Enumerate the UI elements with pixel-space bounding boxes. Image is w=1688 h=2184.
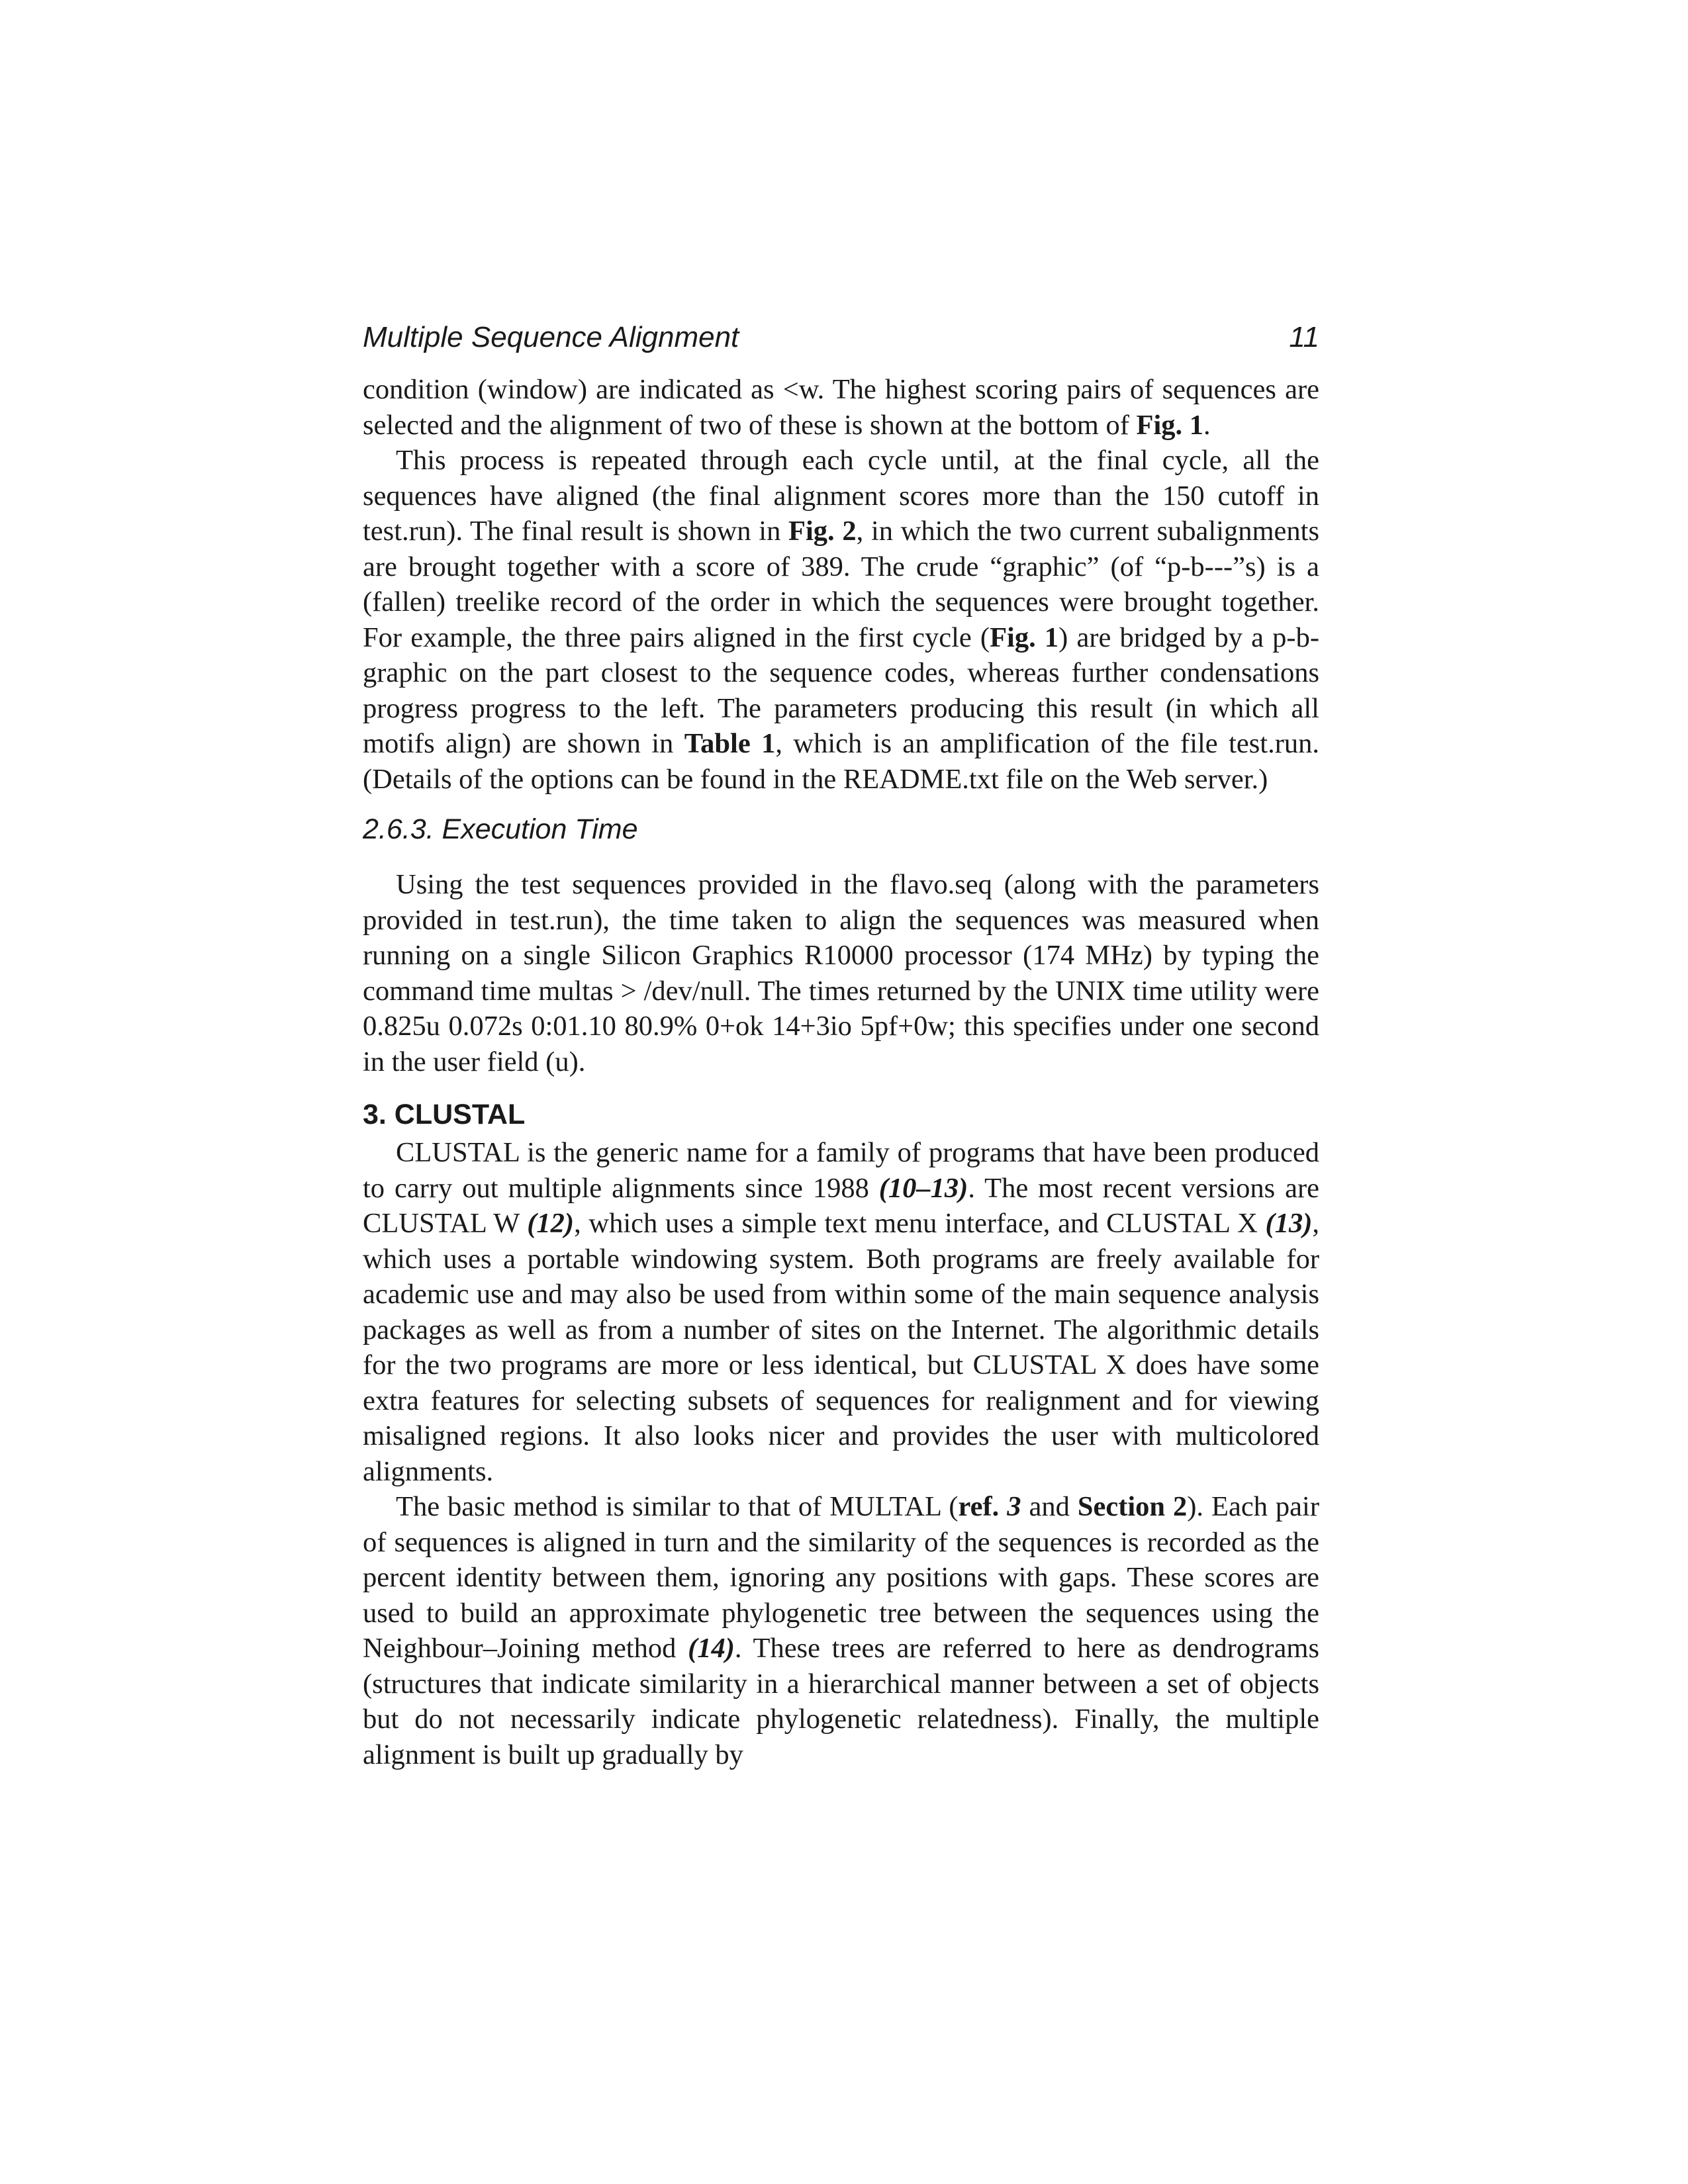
subsection-heading: 2.6.3. Execution Time bbox=[363, 813, 638, 845]
section-reference: Section 2 bbox=[1077, 1491, 1188, 1522]
paragraph-window-condition bbox=[363, 372, 1319, 443]
citation: (14) bbox=[688, 1633, 735, 1664]
text-run: This process is repeated through each cycle until, at the final cycle, all the sequences have aligned (the final alignment scores more than the 150 cutoff in test.run). The final result is shown in bbox=[363, 445, 1319, 547]
figure-reference: Fig. 1 bbox=[1136, 409, 1204, 441]
paragraph-final-result bbox=[363, 443, 1319, 797]
page bbox=[363, 318, 1319, 1772]
text-run: . The most recent versions are CLUSTAL W bbox=[363, 1172, 1320, 1239]
section-heading: 3. CLUSTAL bbox=[363, 1099, 526, 1130]
text-run: CLUSTAL is the generic name for a family of programs that have been produced to carry out multiple alignments since 1988 bbox=[363, 1137, 1319, 1204]
text-run: , which uses a portable windowing system. Both programs are freely available for academic use and may also be used from within some of the main sequence analysis packages as well as from a number of sites on the Internet. The algorithmic details for the two programs are more or less identical, but CLUSTAL X does have some extra features for selecting subsets of sequences for realignment and for viewing misaligned regions. It also looks nicer and provides the user with multicolored alignments. bbox=[363, 1208, 1319, 1487]
text-run: , in which the two current subalignments are brought together with a score of 389. The crude “graphic” (of “p-b---”s) is a (fallen) treelike record of the order in which the sequences were brought together. For example, the three pairs aligned in the first cycle ( bbox=[363, 516, 1319, 653]
text-run: The basic method is similar to that of MULTAL ( bbox=[396, 1491, 959, 1522]
table-reference: Table 1 bbox=[684, 728, 776, 759]
citation: 3 bbox=[1007, 1491, 1021, 1522]
text-run: . These trees are referred to here as dendrograms (structures that indicate similarity in a hierarchical manner between a set of objects but do not necessarily indicate phylogenetic relatedness). Finally, the multiple alignment is built up gradually by bbox=[363, 1633, 1319, 1770]
running-head-title: Multiple Sequence Alignment bbox=[363, 321, 739, 353]
citation: (13) bbox=[1265, 1208, 1313, 1239]
text-run: condition (window) are indicated as <w. The highest scoring pairs of sequences are selected and the alignment of two of these is shown at the bottom of bbox=[363, 374, 1319, 441]
text-run: and bbox=[1021, 1491, 1078, 1522]
text-run: , which uses a simple text menu interface, and CLUSTAL X bbox=[574, 1208, 1266, 1239]
figure-reference: Fig. 1 bbox=[990, 621, 1059, 653]
text-run: ). Each pair of sequences is aligned in turn and the similarity of the sequences is recorded as the percent identity between them, ignoring any positions with gaps. These scores are used to build an approximate phylogenetic tree between the sequences using the Neighbour–Joining method bbox=[363, 1491, 1319, 1664]
running-head bbox=[363, 318, 1319, 357]
figure-reference: Fig. 2 bbox=[788, 516, 857, 547]
paragraph-execution-time: Using the test sequences provided in the flavo.seq (along with the parameters provided in test.run), the time taken to align the sequences was measured when running on a single Silicon Graphics R10000 processor (174 MHz) by typing the command time multas > /dev/null. The times returned by the UNIX time utility were 0.825u 0.072s 0:01.10 80.9% 0+ok 14+3io 5pf+0w; this specifies under one second in the user field (u). bbox=[363, 869, 1319, 1077]
citation: (10–13) bbox=[878, 1172, 968, 1204]
citation: (12) bbox=[527, 1208, 575, 1239]
citation-label: ref. bbox=[958, 1491, 1000, 1522]
text-run: , which is an amplification of the file test.run. (Details of the options can be found in the README.txt file on the Web server.) bbox=[363, 728, 1320, 795]
text-run: . bbox=[1203, 409, 1211, 441]
paragraph-clustal-intro bbox=[363, 1135, 1319, 1489]
paragraph-basic-method bbox=[363, 1489, 1319, 1772]
page-number: 11 bbox=[1289, 321, 1319, 353]
text-run: ) are bridged by a p-b- graphic on the part closest to the sequence codes, whereas further condensations progress progress to the left. The parameters producing this result (in which all motifs align) are shown in bbox=[363, 621, 1319, 759]
